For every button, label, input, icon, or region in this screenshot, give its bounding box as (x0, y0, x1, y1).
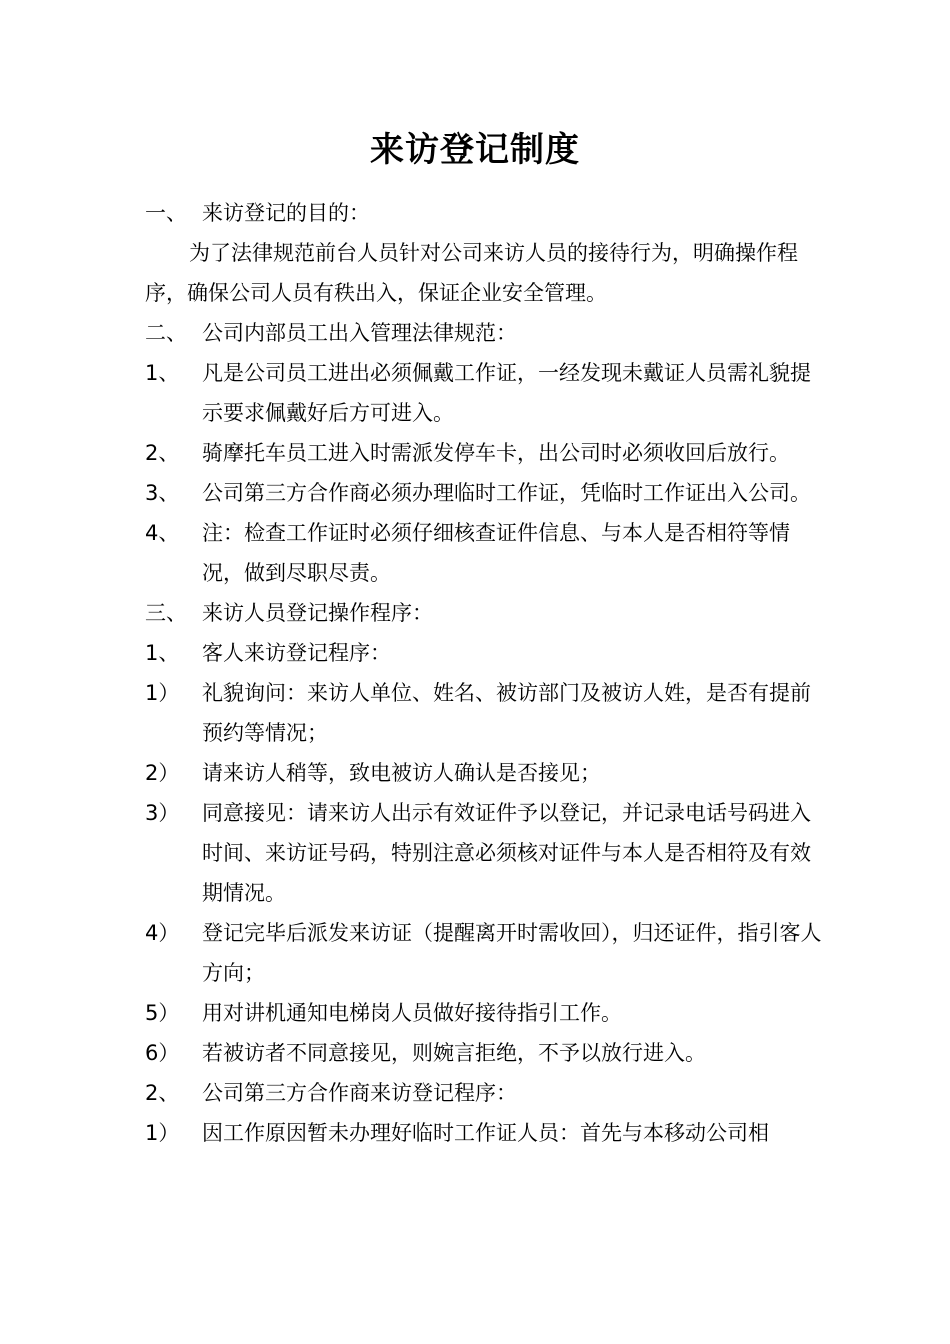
list-item-text: 登记完毕后派发来访证（提醒离开时需收回），归还证件，指引客人方向； (202, 921, 822, 985)
list-item-text: 若被访者不同意接见，则婉言拒绝，不予以放行进入。 (202, 1041, 706, 1065)
section-heading (145, 193, 825, 233)
list-item (145, 673, 825, 753)
section-heading-text: 来访人员登记操作程序： (202, 601, 433, 625)
list-item-text: 礼貌询问：来访人单位、姓名、被访部门及被访人姓，是否有提前预约等情况； (202, 681, 811, 745)
purpose-paragraph: 为了法律规范前台人员针对公司来访人员的接待行为，明确操作程序，确保公司人员有秩出入，保证企业安全管理。 (145, 241, 798, 305)
list-item (145, 1033, 825, 1073)
list-item (145, 473, 825, 513)
list-item (145, 793, 825, 913)
section-heading (145, 593, 825, 633)
list-item-number: 6） (145, 1041, 180, 1065)
document-body (145, 193, 825, 1153)
section-heading-text: 来访登记的目的： (202, 201, 370, 225)
list-item (145, 513, 825, 593)
list-item-text: 公司第三方合作商来访登记程序： (202, 1081, 517, 1105)
list-item-number: 2、 (145, 1081, 180, 1105)
list-item-text: 用对讲机通知电梯岗人员做好接待指引工作。 (202, 1001, 622, 1025)
list-item-text: 凡是公司员工进出必须佩戴工作证，一经发现未戴证人员需礼貌提示要求佩戴好后方可进入。 (202, 361, 811, 425)
list-item-number: 4） (145, 921, 180, 945)
list-item-text: 公司第三方合作商必须办理临时工作证，凭临时工作证出入公司。 (202, 481, 811, 505)
list-item-text: 客人来访登记程序： (202, 641, 391, 665)
list-item-text: 骑摩托车员工进入时需派发停车卡，出公司时必须收回后放行。 (202, 441, 790, 465)
section-heading-text: 公司内部员工出入管理法律规范： (202, 321, 517, 345)
list-item-number: 1） (145, 681, 180, 705)
list-item-number: 4、 (145, 521, 180, 545)
section-number: 一、 (145, 201, 187, 225)
list-item-number: 2） (145, 761, 180, 785)
document-title: 来访登记制度 (370, 130, 580, 170)
section-number: 三、 (145, 601, 187, 625)
list-item-number: 1、 (145, 361, 180, 385)
list-item (145, 993, 825, 1033)
section-number: 二、 (145, 321, 187, 345)
list-item (145, 1113, 825, 1153)
list-item (145, 753, 825, 793)
list-item-number: 3） (145, 801, 180, 825)
list-item-text: 因工作原因暂未办理好临时工作证人员：首先与本移动公司相 (202, 1121, 769, 1145)
list-item-number: 5） (145, 1001, 180, 1025)
list-item-number: 1） (145, 1121, 180, 1145)
list-item-number: 3、 (145, 481, 180, 505)
section-heading (145, 313, 825, 353)
list-item-text: 请来访人稍等，致电被访人确认是否接见； (202, 761, 601, 785)
list-item (145, 353, 825, 433)
list-item-number: 1、 (145, 641, 180, 665)
list-item (145, 1073, 825, 1113)
list-item (145, 633, 825, 673)
list-item (145, 913, 825, 993)
list-item-text: 注：检查工作证时必须仔细核查证件信息、与本人是否相符等情况，做到尽职尽责。 (202, 521, 790, 585)
list-item-number: 2、 (145, 441, 180, 465)
list-item (145, 433, 825, 473)
list-item-text: 同意接见：请来访人出示有效证件予以登记，并记录电话号码进入时间、来访证号码，特别注意必须核对证件与本人是否相符及有效期情况。 (202, 801, 811, 905)
